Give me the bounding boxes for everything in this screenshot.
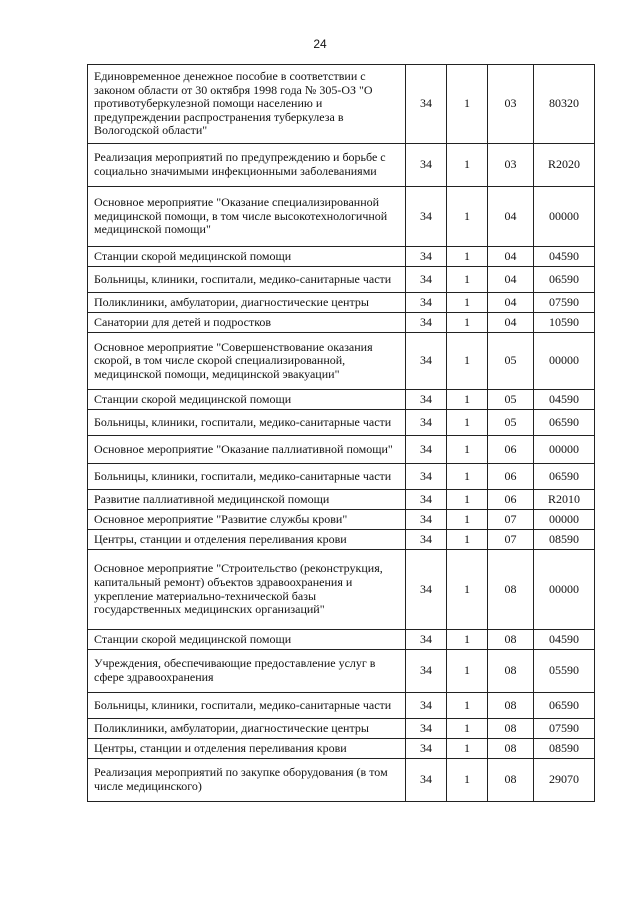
- row-name-cell: Реализация мероприятий по закупке оборудования (в том числе медицинского): [88, 759, 406, 802]
- row-code-2-cell: 1: [447, 267, 488, 293]
- row-code-3-cell: 06: [488, 490, 534, 510]
- row-code-2-cell: 1: [447, 65, 488, 144]
- row-name-cell: Станции скорой медицинской помощи: [88, 247, 406, 267]
- row-code-3-cell: 07: [488, 530, 534, 550]
- row-code-4-cell: 00000: [534, 550, 595, 630]
- table-row: [88, 293, 595, 313]
- row-name-cell: Станции скорой медицинской помощи: [88, 630, 406, 650]
- table-row: [88, 410, 595, 436]
- row-code-3-cell: 08: [488, 739, 534, 759]
- row-name-cell: Поликлиники, амбулатории, диагностические центры: [88, 719, 406, 739]
- row-code-4-cell: 00000: [534, 187, 595, 247]
- row-code-4-cell: 06590: [534, 464, 595, 490]
- row-code-3-cell: 08: [488, 630, 534, 650]
- row-code-4-cell: 06590: [534, 410, 595, 436]
- row-code-4-cell: 04590: [534, 630, 595, 650]
- row-code-1-cell: 34: [406, 739, 447, 759]
- row-code-4-cell: 04590: [534, 247, 595, 267]
- row-code-4-cell: 04590: [534, 390, 595, 410]
- table-row: [88, 510, 595, 530]
- row-code-3-cell: 05: [488, 390, 534, 410]
- row-name-cell: Развитие паллиативной медицинской помощи: [88, 490, 406, 510]
- table-row: [88, 630, 595, 650]
- row-code-1-cell: 34: [406, 144, 447, 187]
- row-code-4-cell: 06590: [534, 693, 595, 719]
- row-code-2-cell: 1: [447, 739, 488, 759]
- row-code-3-cell: 05: [488, 333, 534, 390]
- table-row: [88, 267, 595, 293]
- row-code-3-cell: 05: [488, 410, 534, 436]
- table-row: [88, 313, 595, 333]
- row-code-1-cell: 34: [406, 313, 447, 333]
- row-name-cell: Основное мероприятие "Строительство (реконструкция, капитальный ремонт) объектов здравоохранения и укрепление материально-технической базы государственных медицинских организаций": [88, 550, 406, 630]
- table-row: [88, 650, 595, 693]
- table-row: [88, 65, 595, 144]
- table-row: [88, 247, 595, 267]
- table-row: [88, 390, 595, 410]
- row-code-1-cell: 34: [406, 510, 447, 530]
- row-code-3-cell: 04: [488, 293, 534, 313]
- row-code-2-cell: 1: [447, 333, 488, 390]
- row-code-2-cell: 1: [447, 436, 488, 464]
- row-code-4-cell: 10590: [534, 313, 595, 333]
- row-code-1-cell: 34: [406, 550, 447, 630]
- table-row: [88, 436, 595, 464]
- row-code-3-cell: 08: [488, 759, 534, 802]
- row-code-1-cell: 34: [406, 490, 447, 510]
- row-name-cell: Поликлиники, амбулатории, диагностические центры: [88, 293, 406, 313]
- row-code-2-cell: 1: [447, 247, 488, 267]
- row-code-4-cell: 80320: [534, 65, 595, 144]
- row-code-3-cell: 04: [488, 313, 534, 333]
- row-code-1-cell: 34: [406, 630, 447, 650]
- table-row: [88, 530, 595, 550]
- row-code-2-cell: 1: [447, 650, 488, 693]
- row-name-cell: Основное мероприятие "Оказание специализированной медицинской помощи, в том числе высокотехнологичной медицинской помощи": [88, 187, 406, 247]
- row-code-2-cell: 1: [447, 313, 488, 333]
- row-name-cell: Реализация мероприятий по предупреждению и борьбе с социально значимыми инфекционными заболеваниями: [88, 144, 406, 187]
- row-code-2-cell: 1: [447, 510, 488, 530]
- row-code-2-cell: 1: [447, 410, 488, 436]
- row-name-cell: Центры, станции и отделения переливания крови: [88, 739, 406, 759]
- row-code-2-cell: 1: [447, 530, 488, 550]
- table-row: [88, 739, 595, 759]
- table-row: [88, 719, 595, 739]
- row-code-2-cell: 1: [447, 390, 488, 410]
- row-name-cell: Основное мероприятие "Совершенствование оказания скорой, в том числе скорой специализированной, медицинской помощи, медицинской эвакуации": [88, 333, 406, 390]
- row-code-4-cell: 07590: [534, 293, 595, 313]
- table-row: [88, 464, 595, 490]
- row-code-2-cell: 1: [447, 759, 488, 802]
- row-name-cell: Больницы, клиники, госпитали, медико-санитарные части: [88, 267, 406, 293]
- row-name-cell: Центры, станции и отделения переливания крови: [88, 530, 406, 550]
- table-row: [88, 333, 595, 390]
- row-code-4-cell: 00000: [534, 436, 595, 464]
- row-code-1-cell: 34: [406, 187, 447, 247]
- row-code-4-cell: 08590: [534, 739, 595, 759]
- row-code-3-cell: 04: [488, 267, 534, 293]
- row-name-cell: Основное мероприятие "Развитие службы крови": [88, 510, 406, 530]
- table-row: [88, 759, 595, 802]
- row-code-1-cell: 34: [406, 436, 447, 464]
- row-code-3-cell: 08: [488, 719, 534, 739]
- row-name-cell: Больницы, клиники, госпитали, медико-санитарные части: [88, 693, 406, 719]
- row-code-3-cell: 03: [488, 65, 534, 144]
- row-code-1-cell: 34: [406, 267, 447, 293]
- row-code-1-cell: 34: [406, 759, 447, 802]
- budget-table: [87, 64, 595, 802]
- row-code-3-cell: 03: [488, 144, 534, 187]
- row-code-4-cell: 05590: [534, 650, 595, 693]
- row-code-2-cell: 1: [447, 550, 488, 630]
- row-code-3-cell: 04: [488, 247, 534, 267]
- row-code-2-cell: 1: [447, 719, 488, 739]
- row-code-4-cell: 00000: [534, 333, 595, 390]
- row-code-2-cell: 1: [447, 490, 488, 510]
- row-code-1-cell: 34: [406, 530, 447, 550]
- table-body: [88, 65, 595, 802]
- row-code-4-cell: 08590: [534, 530, 595, 550]
- row-code-4-cell: R2020: [534, 144, 595, 187]
- row-code-1-cell: 34: [406, 247, 447, 267]
- row-name-cell: Учреждения, обеспечивающие предоставление услуг в сфере здравоохранения: [88, 650, 406, 693]
- table-row: [88, 187, 595, 247]
- table-row: [88, 550, 595, 630]
- table-row: [88, 490, 595, 510]
- row-name-cell: Больницы, клиники, госпитали, медико-санитарные части: [88, 410, 406, 436]
- row-code-3-cell: 04: [488, 187, 534, 247]
- row-code-4-cell: 00000: [534, 510, 595, 530]
- row-code-3-cell: 08: [488, 650, 534, 693]
- row-code-1-cell: 34: [406, 464, 447, 490]
- row-code-3-cell: 06: [488, 464, 534, 490]
- row-code-2-cell: 1: [447, 293, 488, 313]
- row-code-1-cell: 34: [406, 333, 447, 390]
- row-name-cell: Единовременное денежное пособие в соответствии с законом области от 30 октября 1998 года № 305-ОЗ "О противотуберкулезной помощи населению и предупреждении распространения туберкулеза в Вологодской области": [88, 65, 406, 144]
- row-code-3-cell: 08: [488, 550, 534, 630]
- row-code-2-cell: 1: [447, 693, 488, 719]
- row-code-2-cell: 1: [447, 464, 488, 490]
- row-code-1-cell: 34: [406, 410, 447, 436]
- row-code-3-cell: 08: [488, 693, 534, 719]
- row-name-cell: Станции скорой медицинской помощи: [88, 390, 406, 410]
- row-code-1-cell: 34: [406, 293, 447, 313]
- row-code-1-cell: 34: [406, 650, 447, 693]
- row-code-4-cell: 29070: [534, 759, 595, 802]
- row-code-4-cell: 06590: [534, 267, 595, 293]
- table-row: [88, 693, 595, 719]
- page-number: 24: [313, 37, 327, 51]
- row-name-cell: Основное мероприятие "Оказание паллиативной помощи": [88, 436, 406, 464]
- row-code-4-cell: 07590: [534, 719, 595, 739]
- row-code-2-cell: 1: [447, 144, 488, 187]
- row-code-1-cell: 34: [406, 693, 447, 719]
- table-row: [88, 144, 595, 187]
- row-name-cell: Санатории для детей и подростков: [88, 313, 406, 333]
- row-code-3-cell: 07: [488, 510, 534, 530]
- row-code-1-cell: 34: [406, 65, 447, 144]
- row-code-1-cell: 34: [406, 390, 447, 410]
- row-code-2-cell: 1: [447, 187, 488, 247]
- row-code-2-cell: 1: [447, 630, 488, 650]
- row-code-3-cell: 06: [488, 436, 534, 464]
- row-name-cell: Больницы, клиники, госпитали, медико-санитарные части: [88, 464, 406, 490]
- row-code-1-cell: 34: [406, 719, 447, 739]
- row-code-4-cell: R2010: [534, 490, 595, 510]
